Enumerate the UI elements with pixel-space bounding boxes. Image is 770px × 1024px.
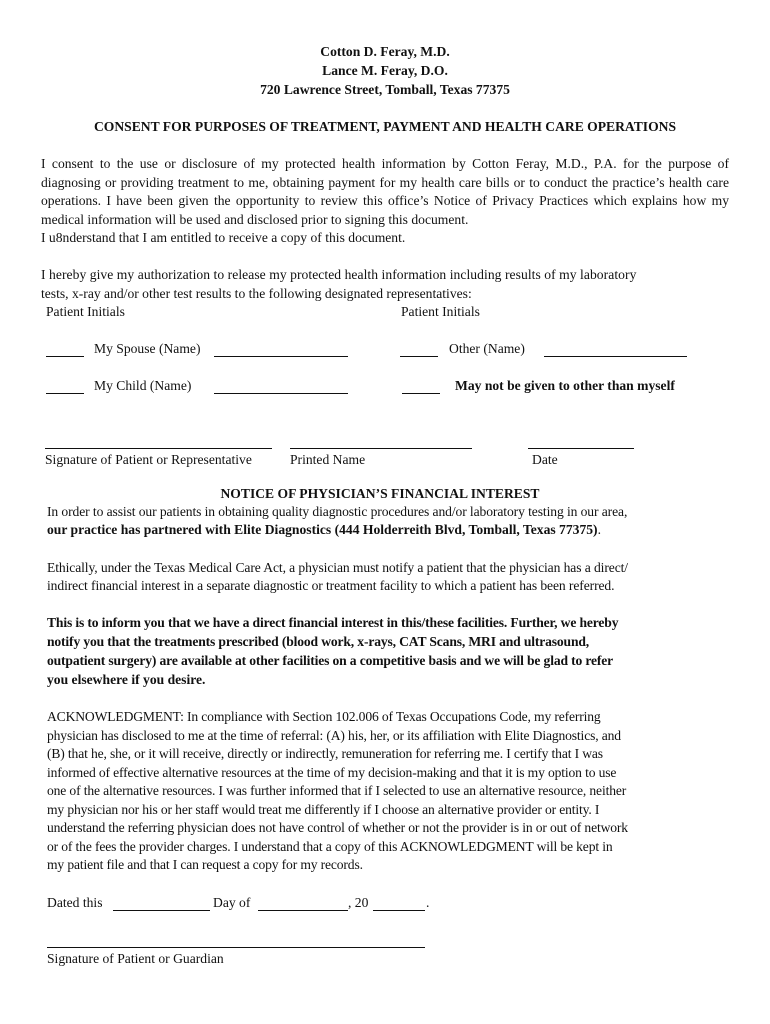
initials-label-left: Patient Initials: [46, 304, 125, 319]
ethics-line-2: indirect financial interest in a separate diagnostic or treatment facility to which a patient has been referred.: [47, 578, 615, 593]
date-field[interactable]: [528, 448, 634, 449]
doctor-name-2: Lance M. Feray, D.O.: [322, 63, 448, 78]
interest-line-2: notify you that the treatments prescribed (blood work, x-rays, CAT Scans, MRI and ultrasound,: [47, 634, 590, 649]
consent-body: I consent to the use or disclosure of my protected health information by Cotton Feray, M.D., P.A. for the purpose of diagnosing or providing treatment to me, obtaining payment for my health care bills or to conduct the practice’s health care operations. I have been given the opportunity to review this office’s Notice of Privacy Practices which explains how my medical information will be used and disclosed prior to signing this document.: [41, 156, 729, 227]
dated-label: Dated this: [47, 895, 103, 910]
dated-period: .: [426, 895, 430, 910]
practice-address: 720 Lawrence Street, Tomball, Texas 77375: [260, 82, 510, 97]
patient-signature-field[interactable]: [45, 448, 272, 449]
spouse-name-field[interactable]: [214, 356, 348, 357]
ack-line-7: understand the referring physician does not have control of whether or not the provider is in or out of network: [47, 820, 628, 835]
dated-day-field[interactable]: [113, 910, 210, 911]
doctor-name-1: Cotton D. Feray, M.D.: [320, 44, 450, 59]
other-name-field[interactable]: [544, 356, 687, 357]
consent-last-line: I u8nderstand that I am entitled to receive a copy of this document.: [41, 230, 406, 246]
year-prefix-label: , 20: [348, 895, 369, 910]
consent-paragraph: [41, 155, 729, 248]
interest-line-3: outpatient surgery) are available at other facilities on a competitive basis and we will be glad to refer: [47, 653, 614, 668]
child-initials-field[interactable]: [46, 393, 84, 394]
ack-line-3: (B) that he, she, or it will receive, directly or indirectly, remuneration for referring me. I certify that I was: [47, 746, 603, 761]
self-only-label: May not be given to other than myself: [455, 378, 675, 393]
interest-line-1: This is to inform you that we have a direct financial interest in this/these facilities. Further, we hereby: [47, 615, 619, 630]
self-only-initials-field[interactable]: [402, 393, 440, 394]
ack-line-9: my patient file and that I can request a copy for my records.: [47, 857, 363, 872]
child-label: My Child (Name): [94, 378, 192, 393]
authorization-line-2: tests, x-ray and/or other test results to the following designated representatives:: [41, 286, 472, 301]
ack-line-5: one of the alternative resources. I was further informed that if I selected to use an alternative resource, neither: [47, 783, 627, 798]
dated-month-field[interactable]: [258, 910, 348, 911]
guardian-signature-label: Signature of Patient or Guardian: [47, 951, 224, 966]
guardian-signature-field[interactable]: [47, 947, 425, 948]
consent-title: CONSENT FOR PURPOSES OF TREATMENT, PAYMENT AND HEALTH CARE OPERATIONS: [93, 119, 677, 134]
child-name-field[interactable]: [214, 393, 348, 394]
ack-line-2: physician has disclosed to me at the time of referral: (A) his, her, or its affiliation with Elite Diagnostics, and: [47, 728, 621, 743]
printed-name-field[interactable]: [290, 448, 472, 449]
ack-line-1: ACKNOWLEDGMENT: In compliance with Section 102.006 of Texas Occupations Code, my referring: [47, 709, 601, 724]
other-initials-field[interactable]: [400, 356, 438, 357]
ack-line-6: my physician nor his or her staff would treat me differently if I choose an alternative provider or entity. I: [47, 802, 600, 817]
ack-line-4: informed of effective alternative resources at the time of my decision-making and that it is my option to use: [47, 765, 617, 780]
signature-label: Signature of Patient or Representative: [45, 452, 252, 467]
printed-name-label: Printed Name: [290, 452, 366, 467]
day-of-label: Day of: [213, 895, 251, 910]
interest-line-4: you elsewhere if you desire.: [47, 672, 206, 687]
notice-line-2: [47, 522, 601, 538]
partner-statement: our practice has partnered with Elite Diagnostics (444 Holderreith Blvd, Tomball, Texas 77375): [47, 522, 598, 537]
date-label: Date: [532, 452, 558, 467]
spouse-initials-field[interactable]: [46, 356, 84, 357]
other-label: Other (Name): [449, 341, 525, 356]
authorization-line-1: I hereby give my authorization to release my protected health information including results of my laboratory: [41, 267, 637, 282]
ethics-line-1: Ethically, under the Texas Medical Care Act, a physician must notify a patient that the physician has a direct/: [47, 560, 628, 575]
initials-label-right: Patient Initials: [401, 304, 480, 319]
dated-year-field[interactable]: [373, 910, 425, 911]
spouse-label: My Spouse (Name): [94, 341, 201, 356]
ack-line-8: or of the fees the provider charges. I understand that a copy of this ACKNOWLEDGMENT will be kept in: [47, 839, 613, 854]
notice-line-1: In order to assist our patients in obtaining quality diagnostic procedures and/or laboratory testing in our area,: [47, 504, 628, 519]
notice-title: NOTICE OF PHYSICIAN’S FINANCIAL INTEREST: [220, 486, 540, 501]
partner-period: .: [597, 522, 601, 537]
